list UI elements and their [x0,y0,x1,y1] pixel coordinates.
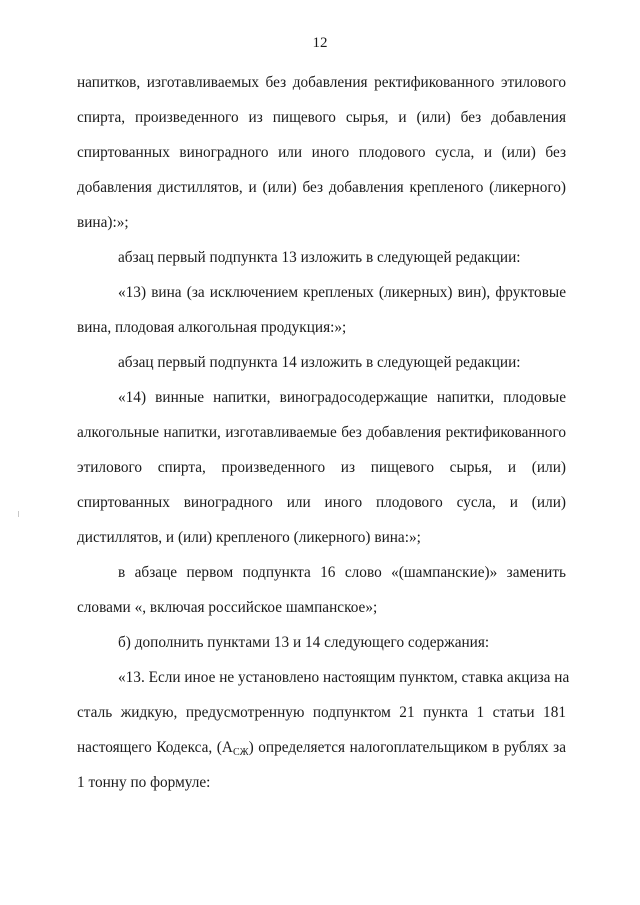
text-line: абзац первый подпункта 14 изложить в следующей редакции: [118,354,521,371]
text-line: этилового спирта, произведенного из пищевого сырья, и (или) [77,459,566,476]
text-segment: настоящего Кодекса, (A [77,739,233,756]
text-line: напитков, изготавливаемых без добавления ректификованного этилового [77,74,566,91]
page-number: 12 [312,35,328,51]
text-line: «13. Если иное не установлено настоящим пунктом, ставка акциза на [118,669,570,686]
text-line: словами «, включая российское шампанское»; [77,599,378,616]
text-line: спиртованных виноградного или иного плодового сусла, и (или) без [77,144,566,161]
text-segment: ) определяется налогоплательщиком в рублях за [248,739,567,756]
text-line: в абзаце первом подпункта 16 слово «(шампанские)» заменить [118,564,566,581]
text-line: «14) винные напитки, виноградосодержащие напитки, плодовые [118,389,566,406]
text-line: сталь жидкую, предусмотренную подпунктом 21 пункта 1 статьи 181 [77,704,566,721]
text-line: «13) вина (за исключением крепленых (ликерных) вин), фруктовые [118,284,566,301]
text-line: спиртованных виноградного или иного плодового сусла, и (или) [77,494,566,511]
text-line: дистиллятов, и (или) крепленого (ликерного) вина:»; [77,529,421,546]
text-line: спирта, произведенного из пищевого сырья, и (или) без добавления [77,109,566,126]
text-line: 1 тонну по формуле: [77,774,211,791]
text-line: б) дополнить пунктами 13 и 14 следующего содержания: [118,634,490,651]
margin-mark [18,511,19,517]
text-line: алкогольные напитки, изготавливаемые без добавления ректификованного [77,424,566,441]
text-line: вина):»; [77,214,129,231]
text-line: добавления дистиллятов, и (или) без добавления крепленого (ликерного) [77,179,566,196]
text-line [77,738,566,758]
subscript: СЖ [232,747,249,758]
text-line: вина, плодовая алкогольная продукция:»; [77,319,347,336]
text-line: абзац первый подпункта 13 изложить в следующей редакции: [118,249,521,266]
